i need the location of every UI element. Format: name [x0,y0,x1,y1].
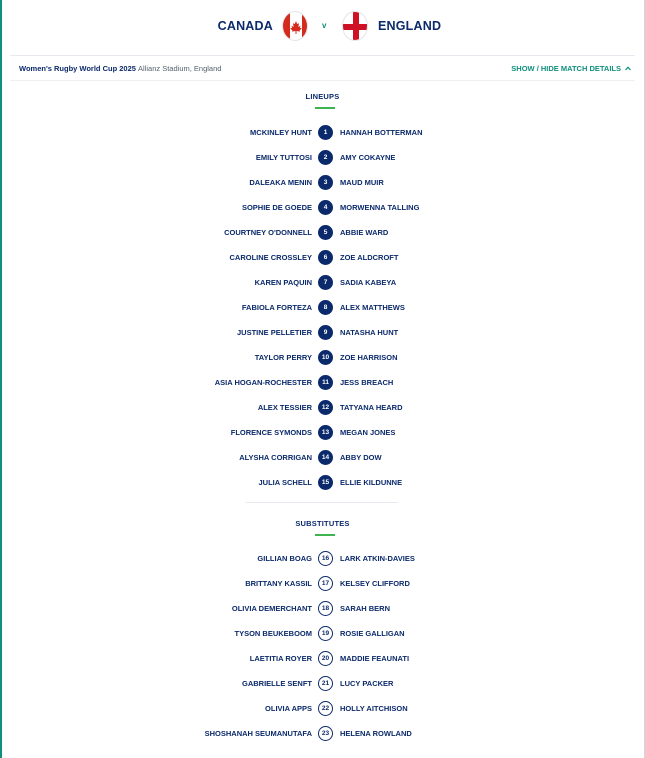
away-player-name[interactable]: MEGAN JONES [340,428,396,437]
shirt-number-badge: 2 [318,150,333,165]
away-player-name[interactable]: MAUD MUIR [340,178,384,187]
lineup-row [0,449,645,467]
lineup-row [0,324,645,342]
lineup-row [0,349,645,367]
home-player-name[interactable]: CAROLINE CROSSLEY [229,253,312,262]
lineup-row [0,249,645,267]
away-player-name[interactable]: ABBY DOW [340,453,382,462]
shirt-number-badge: 17 [318,576,333,591]
shirt-number-badge: 14 [318,450,333,465]
away-player-name[interactable]: MORWENNA TALLING [340,203,420,212]
lineups-title: LINEUPS [305,92,340,101]
substitute-row [0,600,645,618]
home-player-name[interactable]: SHOSHANAH SEUMANUTAFA [204,729,312,738]
home-player-name[interactable]: GABRIELLE SENFT [241,679,312,688]
home-team-name[interactable]: CANADA [217,19,273,33]
away-team-name[interactable]: ENGLAND [378,19,442,33]
chevron-up-icon [625,66,631,73]
shirt-number-badge: 16 [318,551,333,566]
away-player-name[interactable]: SARAH BERN [340,604,391,613]
home-player-name[interactable]: EMILY TUTTOSI [255,153,312,162]
lineup-row [0,124,645,142]
lineup-row [0,174,645,192]
match-info-bar [10,55,635,81]
substitutes-title: SUBSTITUTES [295,519,350,528]
home-player-name[interactable]: KAREN PAQUIN [254,278,312,287]
substitute-row [0,700,645,718]
shirt-number-badge: 7 [318,275,333,290]
shirt-number-badge: 8 [318,300,333,315]
shirt-number-badge: 6 [318,250,333,265]
lineup-row [0,299,645,317]
away-player-name[interactable]: TATYANA HEARD [340,403,403,412]
substitute-row [0,550,645,568]
substitute-row [0,650,645,668]
shirt-number-badge: 18 [318,601,333,616]
home-player-name[interactable]: LAETITIA ROYER [249,654,312,663]
away-player-name[interactable]: JESS BREACH [340,378,394,387]
england-flag-icon[interactable] [342,11,368,41]
shirt-number-badge: 9 [318,325,333,340]
shirt-number-badge: 1 [318,125,333,140]
home-player-name[interactable]: JULIA SCHELL [258,478,312,487]
home-player-name[interactable]: DALEAKA MENIN [249,178,312,187]
away-player-name[interactable]: HOLLY AITCHISON [340,704,408,713]
canada-flag-icon[interactable] [282,11,308,41]
shirt-number-badge: 3 [318,175,333,190]
versus-label: v [322,21,327,30]
home-player-name[interactable]: OLIVIA DEMERCHANT [231,604,312,613]
lineup-row [0,149,645,167]
away-player-name[interactable]: ZOE ALDCROFT [340,253,399,262]
shirt-number-badge: 10 [318,350,333,365]
lineup-row [0,424,645,442]
away-player-name[interactable]: HELENA ROWLAND [340,729,412,738]
away-player-name[interactable]: ELLIE KILDUNNE [340,478,403,487]
shirt-number-badge: 12 [318,400,333,415]
home-player-name[interactable]: OLIVIA APPS [265,704,312,713]
shirt-number-badge: 13 [318,425,333,440]
toggle-match-details-label: SHOW / HIDE MATCH DETAILS [511,64,621,73]
home-player-name[interactable]: JUSTINE PELLETIER [236,328,312,337]
shirt-number-badge: 20 [318,651,333,666]
home-player-name[interactable]: FABIOLA FORTEZA [241,303,312,312]
away-player-name[interactable]: ROSIE GALLIGAN [340,629,405,638]
away-player-name[interactable]: NATASHA HUNT [340,328,399,337]
home-player-name[interactable]: TYSON BEUKEBOOM [234,629,312,638]
substitute-row [0,575,645,593]
away-player-name[interactable]: ZOE HARRISON [340,353,398,362]
shirt-number-badge: 21 [318,676,333,691]
shirt-number-badge: 5 [318,225,333,240]
lineup-row [0,474,645,492]
toggle-match-details-button[interactable] [511,64,631,73]
away-player-name[interactable]: SADIA KABEYA [340,278,397,287]
lineup-row [0,374,645,392]
home-player-name[interactable]: ALEX TESSIER [257,403,312,412]
home-player-name[interactable]: BRITTANY KASSIL [245,579,312,588]
away-player-name[interactable]: HANNAH BOTTERMAN [340,128,423,137]
home-player-name[interactable]: GILLIAN BOAG [257,554,312,563]
away-player-name[interactable]: LARK ATKIN-DAVIES [340,554,415,563]
substitute-row [0,625,645,643]
shirt-number-badge: 19 [318,626,333,641]
lineups-title-underline [315,107,335,109]
section-divider [246,502,398,503]
shirt-number-badge: 23 [318,726,333,741]
lineup-row [0,224,645,242]
away-player-name[interactable]: KELSEY CLIFFORD [340,579,410,588]
venue-name: Allianz Stadium, England [138,64,222,73]
shirt-number-badge: 15 [318,475,333,490]
lineup-row [0,274,645,292]
away-player-name[interactable]: LUCY PACKER [340,679,394,688]
home-player-name[interactable]: FLORENCE SYMONDS [230,428,312,437]
substitute-row [0,675,645,693]
lineup-row [0,399,645,417]
home-player-name[interactable]: ALYSHA CORRIGAN [239,453,312,462]
home-player-name[interactable]: MCKINLEY HUNT [250,128,312,137]
lineup-row [0,199,645,217]
substitute-row [0,725,645,743]
home-player-name[interactable]: COURTNEY O'DONNELL [224,228,312,237]
away-player-name[interactable]: MADDIE FEAUNATI [340,654,410,663]
shirt-number-badge: 22 [318,701,333,716]
competition-info [19,64,221,73]
substitutes-title-underline [315,534,335,536]
home-player-name[interactable]: SOPHIE DE GOEDE [241,203,312,212]
match-header [0,10,645,44]
home-player-name[interactable]: TAYLOR PERRY [254,353,312,362]
shirt-number-badge: 11 [318,375,333,390]
away-player-name[interactable]: ALEX MATTHEWS [340,303,405,312]
away-player-name[interactable]: AMY COKAYNE [340,153,396,162]
home-player-name[interactable]: ASIA HOGAN-ROCHESTER [214,378,312,387]
away-player-name[interactable]: ABBIE WARD [340,228,389,237]
shirt-number-badge: 4 [318,200,333,215]
competition-name: Women's Rugby World Cup 2025 [19,64,136,73]
